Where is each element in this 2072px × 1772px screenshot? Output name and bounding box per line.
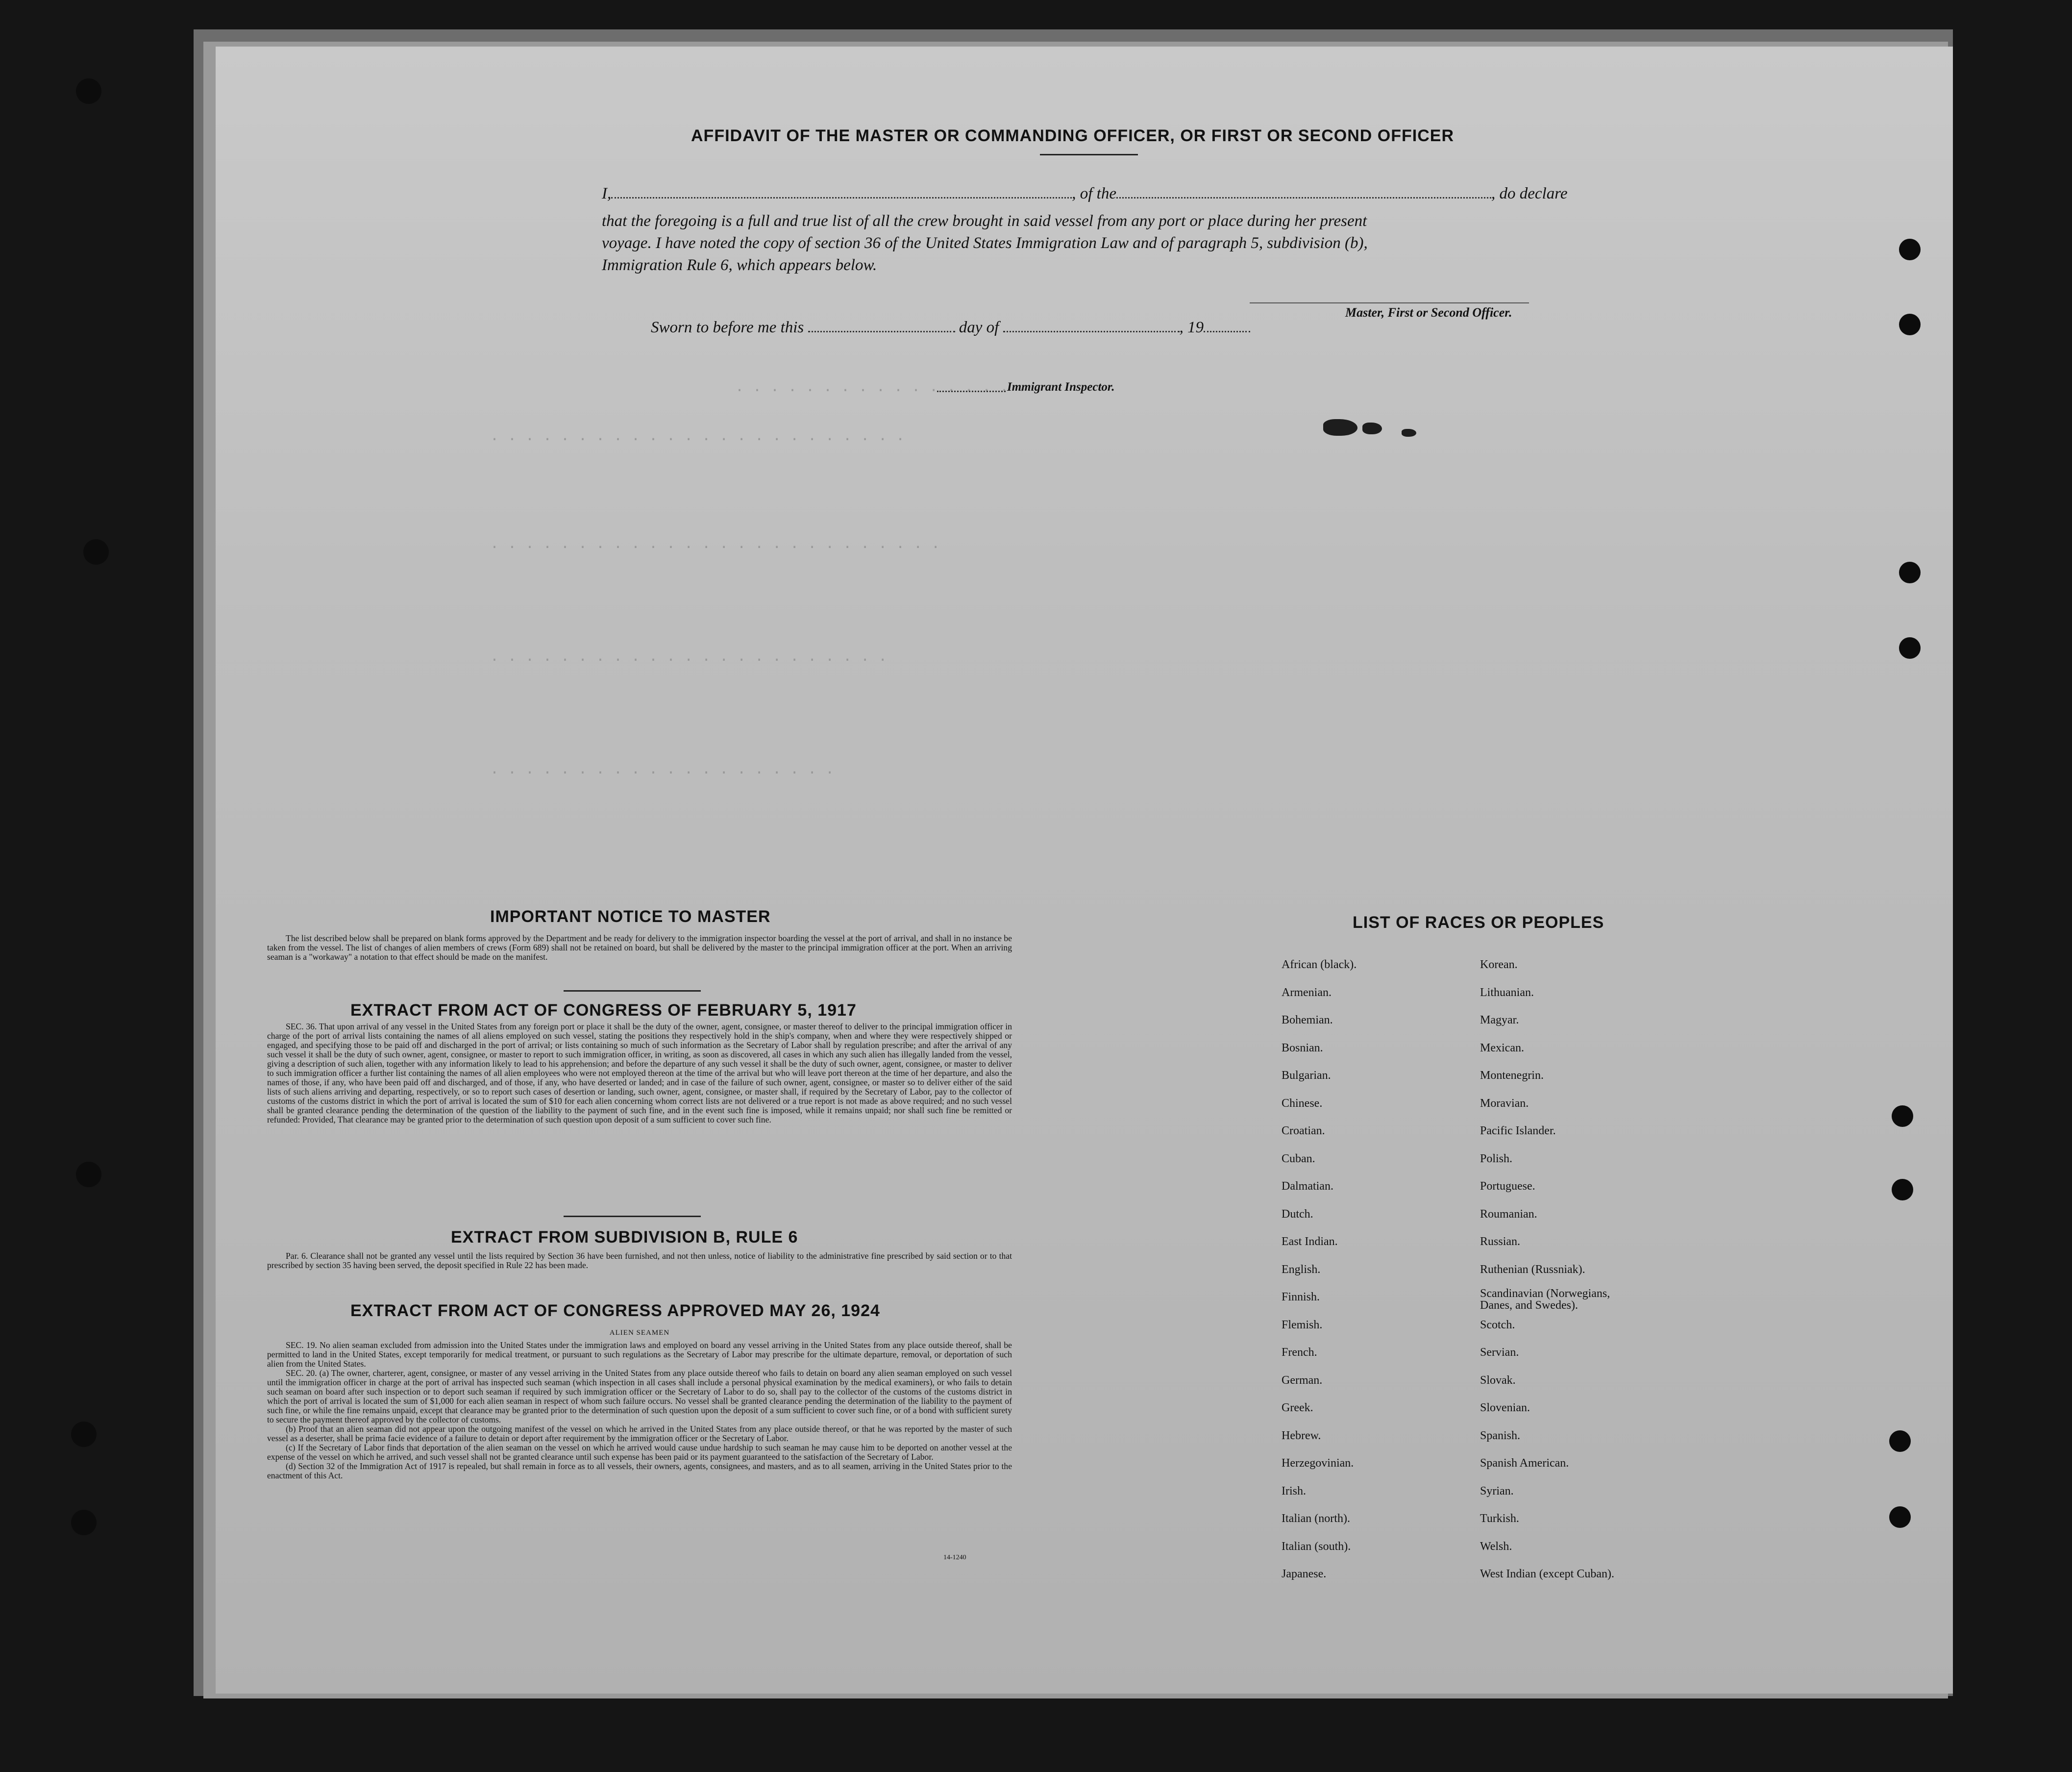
race-item: Italian (north).: [1282, 1512, 1350, 1525]
race-item: Servian.: [1480, 1346, 1519, 1359]
binder-hole: [71, 1422, 97, 1447]
affidavit-title: AFFIDAVIT OF THE MASTER OR COMMANDING OFFICER, OR FIRST OR SECOND OFFICER: [691, 126, 1454, 145]
affidavit-line-4: Immigration Rule 6, which appears below.: [602, 256, 877, 274]
extract-rule6-body: Par. 6. Clearance shall not be granted any vessel until the lists required by Section 36 have been furnished, and not then unless, notice of liability to the administrative fine prescribed by said section or to that prescribed by section 35 having been served, the deposit specified in Rule 22 has been made.: [267, 1251, 1012, 1270]
bleed-through-text: · · · · · · · · · · · · · · · · ·: [735, 382, 1027, 399]
race-item: Croatian.: [1282, 1124, 1325, 1137]
bleed-through-text: · · · · · · · · · · · · · · · · · · · · · · · · · ·: [490, 539, 940, 556]
race-item: Polish.: [1480, 1152, 1513, 1165]
race-item: Magyar.: [1480, 1014, 1519, 1026]
race-item: Korean.: [1480, 958, 1518, 971]
race-item: English.: [1282, 1263, 1321, 1276]
race-item: Bosnian.: [1282, 1041, 1323, 1054]
race-item: Slovak.: [1480, 1373, 1516, 1387]
extract-rule6-title: EXTRACT FROM SUBDIVISION B, RULE 6: [451, 1228, 798, 1247]
race-item: Japanese.: [1282, 1568, 1327, 1580]
race-item: Flemish.: [1282, 1318, 1323, 1331]
affidavit-line-1: I, , of the , do declare: [602, 185, 1568, 202]
race-item: Pacific Islander.: [1480, 1124, 1556, 1137]
binder-hole: [83, 539, 109, 565]
section-rule: [564, 1216, 701, 1217]
sec-20a: SEC. 20. (a) The owner, charterer, agent, consignee, or master of any vessel arriving in the United States from any place outside thereof who fails to detain on board any alien seaman employed on such vessel until the immigration officer in charge at the port of arrival has inspected such seaman (which inspection in all cases shall include a personal physical examination by the medical examiners), or who fails to detain such seaman on board after such inspection or to deport such seaman if required by such immigration officer or the Secretary of Labor to do so, shall pay to the collector of the customs of the customs district in which the port of arrival is located the sum of $1,000 for each alien seaman in respect of whom such failure occurs. No vessel shall be granted clearance pending the determination of the liability to the payment of such fine, or while the fine remains unpaid, except that clearance may be granted prior to the determination of such question upon the deposit of a sum sufficient to cover such fine, or of a bond with sufficient surety to secure the payment thereof approved by the collector of customs.: [267, 1368, 1012, 1424]
race-item: Slovenian.: [1480, 1401, 1530, 1414]
race-item: Dalmatian.: [1282, 1180, 1333, 1193]
section-rule: [564, 990, 701, 992]
race-item: Moravian.: [1480, 1097, 1529, 1110]
race-item: Mexican.: [1480, 1041, 1524, 1054]
sec-20c: (c) If the Secretary of Labor finds that deportation of the alien seaman on the vessel on which he arrived would cause undue hardship to such seaman he may cause him to be deported on another vessel at the expense of the vessel on which he arrived, and such vessel shall not be granted clearance until such expense has been paid or its payment guaranteed to the satisfaction of the Secretary of Labor.: [267, 1443, 1012, 1462]
affidavit-line-3: voyage. I have noted the copy of section 36 of the United States Immigration Law and of paragraph 5, subdivision (b),: [602, 234, 1368, 252]
ink-stain: [1362, 423, 1382, 434]
sworn-month-field[interactable]: [1003, 330, 1180, 332]
race-item: Italian (south).: [1282, 1540, 1351, 1553]
binder-hole: [76, 78, 101, 104]
race-item: Bohemian.: [1282, 1014, 1333, 1026]
alien-seamen-subtitle: ALIEN SEAMEN: [609, 1329, 670, 1337]
race-item: Scandinavian (Norwegians, Danes, and Swedes).: [1480, 1287, 1610, 1312]
race-item: Armenian.: [1282, 986, 1332, 999]
bleed-through-text: · · · · · · · · · · · · · · · · · · · · · · ·: [490, 652, 888, 669]
race-item: Herzegovinian.: [1282, 1457, 1354, 1470]
race-item: Spanish American.: [1480, 1457, 1569, 1470]
binder-hole: [1889, 1430, 1911, 1452]
races-title: LIST OF RACES OR PEOPLES: [1353, 913, 1604, 932]
race-item: Ruthenian (Russniak).: [1480, 1263, 1585, 1276]
binder-hole: [1899, 637, 1921, 659]
signature-label: Master, First or Second Officer.: [1345, 305, 1512, 320]
bleed-through-text: · · · · · · · · · · · · · · · · · · · · · · · ·: [490, 431, 905, 448]
race-item: African (black).: [1282, 958, 1357, 971]
race-item: Russian.: [1480, 1235, 1521, 1248]
sworn-day-field[interactable]: [808, 330, 955, 332]
sworn-year-field[interactable]: [1204, 330, 1250, 332]
binder-hole: [76, 1162, 101, 1187]
race-item: Welsh.: [1480, 1540, 1512, 1553]
inspector-label: Immigrant Inspector.: [1007, 380, 1115, 394]
vessel-name-field[interactable]: [1116, 197, 1491, 199]
sworn-line: Sworn to before me this day of , 19: [651, 319, 1250, 337]
binder-hole: [1889, 1506, 1911, 1528]
binder-hole: [1899, 562, 1921, 583]
binder-hole: [1892, 1105, 1913, 1127]
extract-1917-title: EXTRACT FROM ACT OF CONGRESS OF FEBRUARY 5, 1917: [350, 1001, 857, 1020]
extract-1917-body: SEC. 36. That upon arrival of any vessel in the United States from any foreign port or place it shall be the duty of the owner, agent, consignee, or master thereof to deliver to the principal immigration officer in charge of the port of arrival lists containing the names of all aliens employed on such vessel, stating the positions they respectively hold in the ship's company, when and where they were respectively shipped or engaged, and specifying those to be paid off and discharged in the port of arrival; or lists containing so much of such information as the Secretary of Labor shall by regulation prescribe; and after the arrival of any such vessel it shall be the duty of such owner, agent, consignee, or master to report to such immigration officer, in writing, as soon as discovered, all cases in which any such alien has illegally landed from the vessel, giving a description of such alien, together with any information likely to lead to his apprehension; and before the departure of any such vessel it shall be the duty of such owner, agent, consignee, or master to deliver to such immigration officer a further list containing the names of all alien employees who were not employed thereon at the time of the arrival but who will leave port thereon at the time of her departure, and also the names of those, if any, who have been paid off and discharged, and of those, if any, who have deserted or landed; and in case of the failure of such owner, agent, consignee, or master so to deliver either of the said lists of such aliens arriving and departing, respectively, or so to report such cases of desertion or landing, such owner, agent, consignee, or master shall, if required by the Secretary of Labor, pay to the collector of customs of the customs district in which the port of arrival is located the sum of $10 for each alien concerning whom correct lists are not delivered or a true report is not made as above required; and no such vessel shall be granted clearance pending the determination of the question of the liability to the payment of such fine, and in the event such fine is imposed, while it remains unpaid; nor shall such fine be remitted or refunded: Provided, That clearance may be granted prior to the determination of such question upon deposit of a sum sufficient to cover such fine.: [267, 1022, 1012, 1124]
ink-stain: [1323, 419, 1357, 436]
race-item: Spanish.: [1480, 1429, 1521, 1442]
sec-20d: (d) Section 32 of the Immigration Act of 1917 is repealed, but shall remain in force as to all vessels, their owners, agents, consignees, and masters, and as to all seamen, arriving in the United States prior to the enactment of this Act.: [267, 1461, 1012, 1480]
race-item: West Indian (except Cuban).: [1480, 1568, 1614, 1580]
race-item: Montenegrin.: [1480, 1069, 1544, 1082]
signature-line[interactable]: [1250, 302, 1529, 303]
race-item: Hebrew.: [1282, 1429, 1321, 1442]
race-item: Dutch.: [1282, 1207, 1313, 1221]
binder-hole: [1899, 239, 1921, 260]
race-item: Irish.: [1282, 1484, 1306, 1497]
affidavit-line-2: that the foregoing is a full and true list of all the crew brought in said vessel from any port or place during her present: [602, 212, 1367, 230]
form-number: 14-1240: [943, 1554, 966, 1561]
binder-hole: [71, 1510, 97, 1535]
sec-20b: (b) Proof that an alien seaman did not appear upon the outgoing manifest of the vessel on which he arrived in the United States from any place outside thereof, or that he was reported by the master of such vessel as a deserter, shall be prima facie evidence of a failure to detain or deport after requirement by the immigration officer or the Secretary of Labor.: [267, 1424, 1012, 1443]
master-name-field[interactable]: [611, 197, 1072, 199]
race-item: Roumanian.: [1480, 1207, 1537, 1221]
extract-1924-title: EXTRACT FROM ACT OF CONGRESS APPROVED MAY 26, 1924: [350, 1301, 880, 1320]
race-item: Cuban.: [1282, 1152, 1315, 1165]
title-rule: [1040, 154, 1138, 155]
race-item: Greek.: [1282, 1401, 1313, 1414]
notice-body: The list described below shall be prepared on blank forms approved by the Department and be ready for delivery to the immigration inspector boarding the vessel at the port of arrival, and shall in no instance be taken from the vessel. The list of changes of alien members of crews (Form 689) shall not be retained on board, but shall be delivered by the master to the principal immigration officer at the port. When an arriving seaman is a "workaway" a notation to that effect should be made on the manifest.: [267, 933, 1012, 962]
ink-stain: [1402, 429, 1416, 437]
race-item: Syrian.: [1480, 1484, 1514, 1497]
bleed-through-text: · · · · · · · · · · · · · · · · · · · ·: [490, 765, 835, 781]
extract-1924-body: [267, 1341, 1012, 1480]
race-item: Portuguese.: [1480, 1180, 1535, 1193]
race-item: French.: [1282, 1346, 1317, 1359]
race-item: Turkish.: [1480, 1512, 1519, 1525]
race-item: Scotch.: [1480, 1318, 1515, 1331]
notice-title: IMPORTANT NOTICE TO MASTER: [490, 907, 771, 926]
race-item: Chinese.: [1282, 1097, 1323, 1110]
race-item: German.: [1282, 1373, 1323, 1387]
race-item: Finnish.: [1282, 1291, 1320, 1303]
binder-hole: [1892, 1179, 1913, 1200]
inspector-signature-field[interactable]: [937, 390, 1006, 392]
race-item: East Indian.: [1282, 1235, 1338, 1248]
binder-hole: [1899, 314, 1921, 335]
race-item: Lithuanian.: [1480, 986, 1534, 999]
sec-19: SEC. 19. No alien seaman excluded from admission into the United States under the immigration laws and employed on board any vessel arriving in the United States from any place outside thereof, shall be permitted to land in the United States, except temporarily for medical treatment, or pursuant to such regulations as the Secretary of Labor may prescribe for the ultimate departure, removal, or deportation of such alien from the United States.: [267, 1340, 1012, 1369]
race-item: Bulgarian.: [1282, 1069, 1331, 1082]
